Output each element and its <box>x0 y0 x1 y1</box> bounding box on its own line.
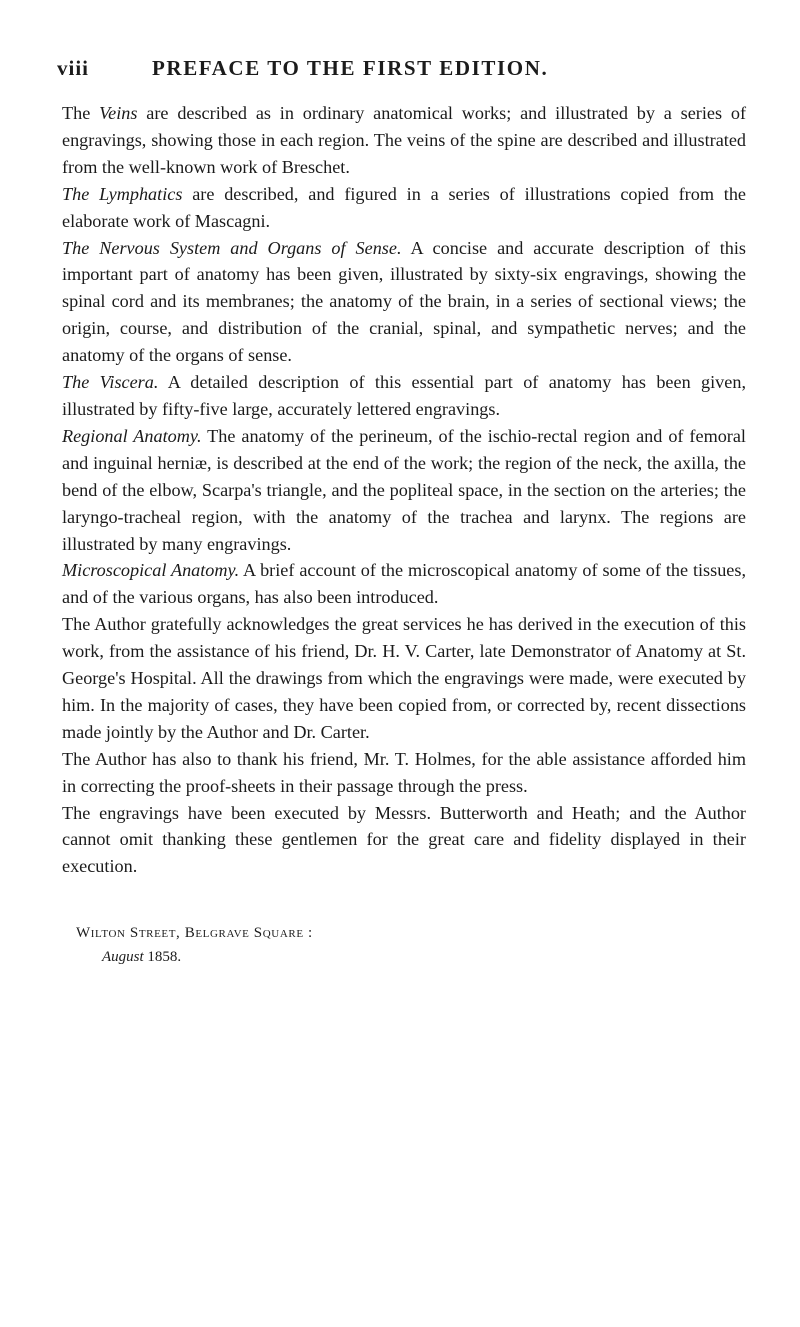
section-heading: The Viscera. <box>62 372 159 393</box>
paragraph-text: The anatomy of the perineum, of the ischio-rectal region and of femoral and inguinal herniæ, is described at the end of the work; the region of the neck, the axilla, the bend of the elbow, Scarpa's triangle, and the popliteal space, in the section on the arteries; the laryngo-tracheal region, with the anatomy of the trachea and larynx. The regions are illustrated by many engravings. <box>62 425 746 554</box>
section-heading: The Lymphatics <box>62 183 183 204</box>
paragraph-text: A concise and accurate description of this important part of anatomy has been given, illustrated by sixty-six engravings, showing the spinal cord and its membranes; the anatomy of the brain, in a series of sectional views; the origin, course, and distribution of the cranial, spinal, and sympathetic nerves; and the anatomy of the organs of sense. <box>62 237 747 366</box>
paragraph-text: The engravings have been executed by Messrs. Butterworth and Heath; and the Author cannot omit thanking these gentlemen for the great care and fidelity displayed in their execution. <box>62 802 746 877</box>
paragraph-viscera <box>62 369 746 423</box>
section-heading: Microscopical Anatomy. <box>62 560 240 581</box>
preface-body <box>62 100 746 880</box>
paragraph-acknowledgement-engravers <box>62 800 746 881</box>
signature-place: Wilton Street, Belgrave Square : <box>76 925 313 942</box>
page-header <box>57 56 746 98</box>
section-heading: Veins <box>99 103 138 123</box>
paragraph-lead: The <box>62 103 100 123</box>
paragraph-acknowledgement-carter <box>62 611 746 746</box>
signature-month: August <box>102 949 144 966</box>
paragraph-microscopical-anatomy <box>62 557 746 611</box>
paragraph-text: A detailed description of this essential part of anatomy has been given, illustrated by fifty-five large, accurately lettered engravings. <box>62 372 746 419</box>
book-page <box>57 0 747 969</box>
paragraph-text: The Author gratefully acknowledges the great services he has derived in the execution of this work, from the assistance of his friend, Dr. H. V. Carter, late Demonstrator of Anatomy at St. George's Hospital. All the drawings from which the engravings were made, were executed by him. In the majority of cases, they have been copied from, or corrected by, recent dissections made jointly by the Author and Dr. Carter. <box>62 614 746 742</box>
section-heading: Regional Anatomy. <box>62 425 202 446</box>
signature-year: 1858. <box>143 949 182 966</box>
paragraph-veins <box>62 100 746 181</box>
paragraph-text: are described, and figured in a series of illustrations copied from the elaborate work of Mascagni. <box>62 183 746 231</box>
running-title: PREFACE TO THE FIRST EDITION. <box>152 56 549 80</box>
paragraph-acknowledgement-holmes <box>62 746 746 800</box>
signature-date <box>62 945 746 969</box>
paragraph-text: The Author has also to thank his friend, Mr. T. Holmes, for the able assistance afforded him in correcting the proof-sheets in their passage through the press. <box>62 748 746 796</box>
paragraph-nervous-system <box>62 235 746 370</box>
paragraph-regional-anatomy <box>62 423 746 558</box>
paragraph-lymphatics <box>62 181 746 235</box>
paragraph-text: A brief account of the microscopical anatomy of some of the tissues, and of the various organs, has also been introduced. <box>62 560 746 608</box>
signature-block <box>62 921 746 969</box>
section-heading: The Nervous System and Organs of Sense. <box>62 237 402 258</box>
page-number: viii <box>57 56 90 80</box>
paragraph-text: are described as in ordinary anatomical works; and illustrated by a series of engravings, showing those in each region. The veins of the spine are described and illustrated from the well-known work of Breschet. <box>62 103 746 177</box>
